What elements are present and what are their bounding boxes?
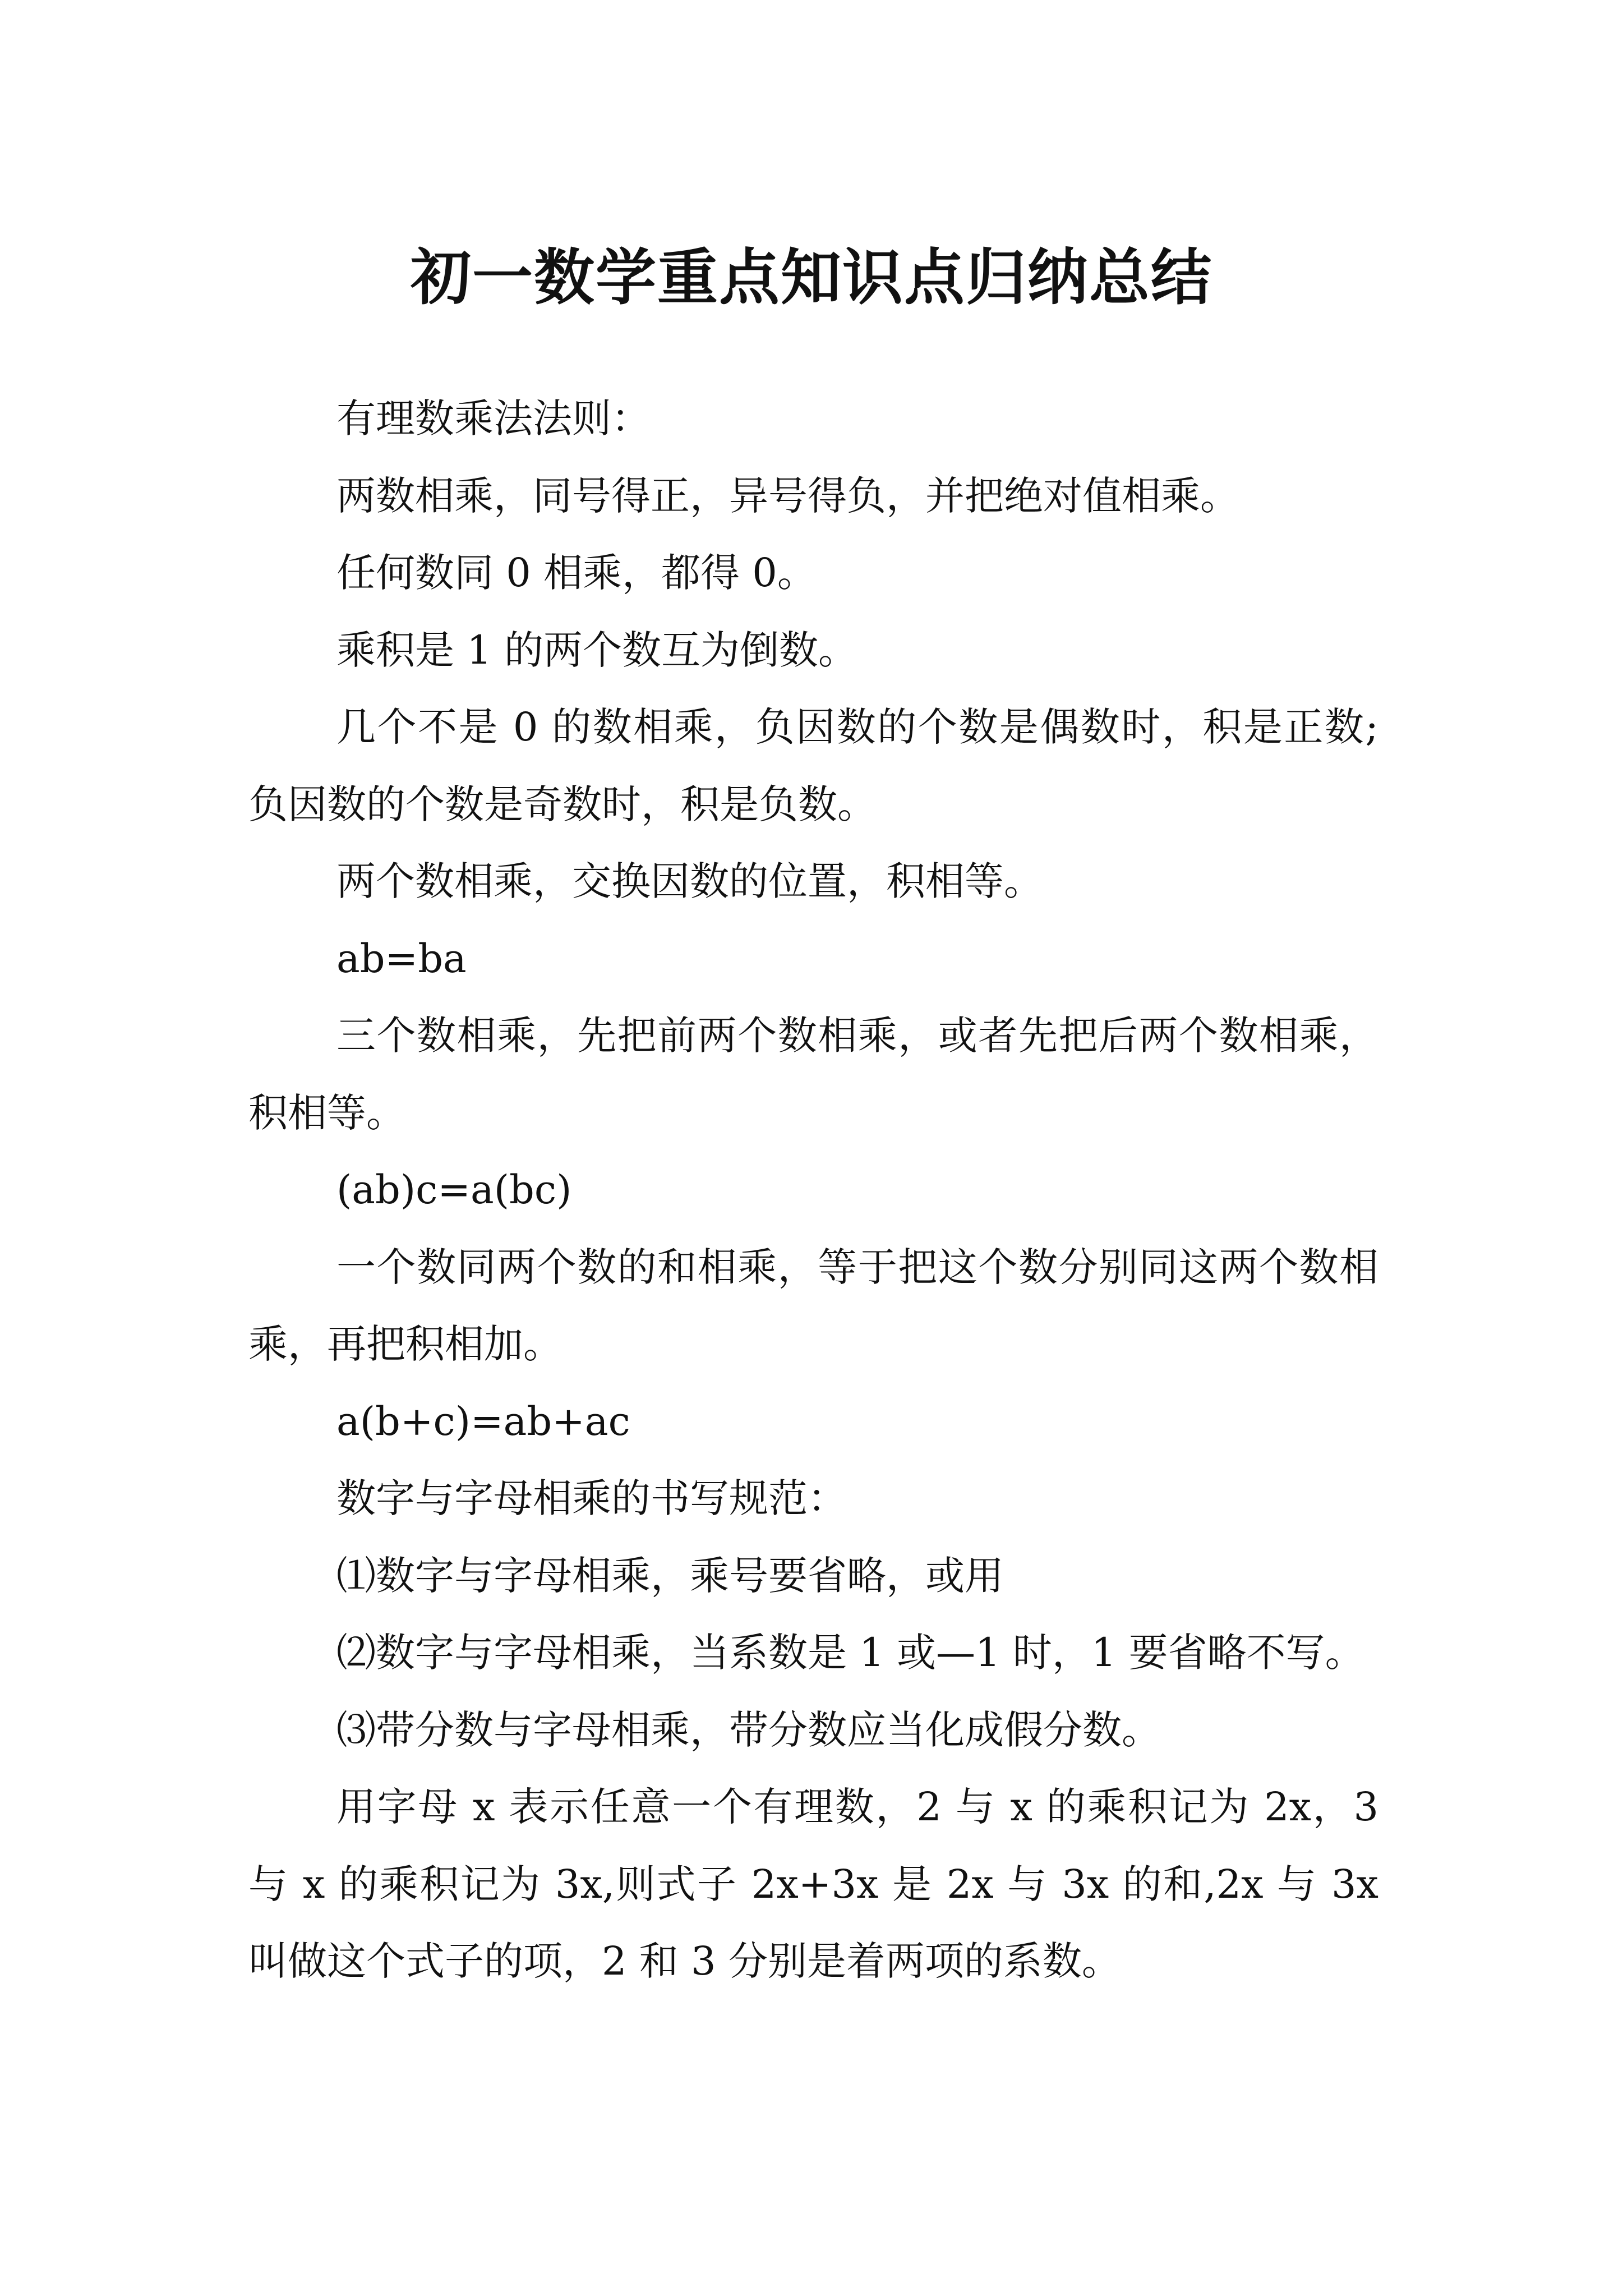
paragraph: 乘积是 1 的两个数互为倒数。	[336, 627, 858, 673]
list-item: ⑶带分数与字母相乘，带分数应当化成假分数。	[336, 1706, 1161, 1753]
document-body	[248, 380, 1378, 2000]
list-item: ⑵数字与字母相乘，当系数是 1 或—1 时，1 要省略不写。	[336, 1630, 1364, 1676]
paragraph: 有理数乘法法则：	[336, 395, 651, 441]
document-title: 初一数学重点知识点归纳总结	[410, 242, 1212, 314]
paragraph: 任何数同 0 相乘，都得 0。	[336, 550, 817, 596]
paragraph: 三个数相乘，先把前两个数相乘，或者先把后两个数相乘，积相等。	[248, 1013, 1378, 1136]
paragraph: 一个数同两个数的和相乘，等于把这个数分别同这两个数相乘，再把积相加。	[248, 1244, 1378, 1367]
paragraph: 数字与字母相乘的书写规范：	[336, 1475, 847, 1521]
paragraph: 用字母 x 表示任意一个有理数，2 与 x 的乘积记为 2x，3 与 x 的乘积记为 3x,则式子 2x+3x 是 2x 与 3x 的和,2x 与 3x 叫做这个式子的项，2 和 3 分别是着两项的系数。	[248, 1784, 1378, 1984]
paragraph: 两个数相乘，交换因数的位置，积相等。	[336, 858, 1043, 904]
formula: (ab)c=a(bc)	[336, 1167, 572, 1213]
paragraph: 几个不是 0 的数相乘，负因数的个数是偶数时，积是正数;负因数的个数是奇数时，积是负数。	[248, 704, 1378, 827]
paragraph: 两数相乘，同号得正，异号得负，并把绝对值相乘。	[336, 472, 1239, 519]
list-item: ⑴数字与字母相乘，乘号要省略，或用	[336, 1552, 1004, 1599]
formula: a(b+c)=ab+ac	[336, 1398, 630, 1444]
formula: ab=ba	[336, 935, 467, 982]
